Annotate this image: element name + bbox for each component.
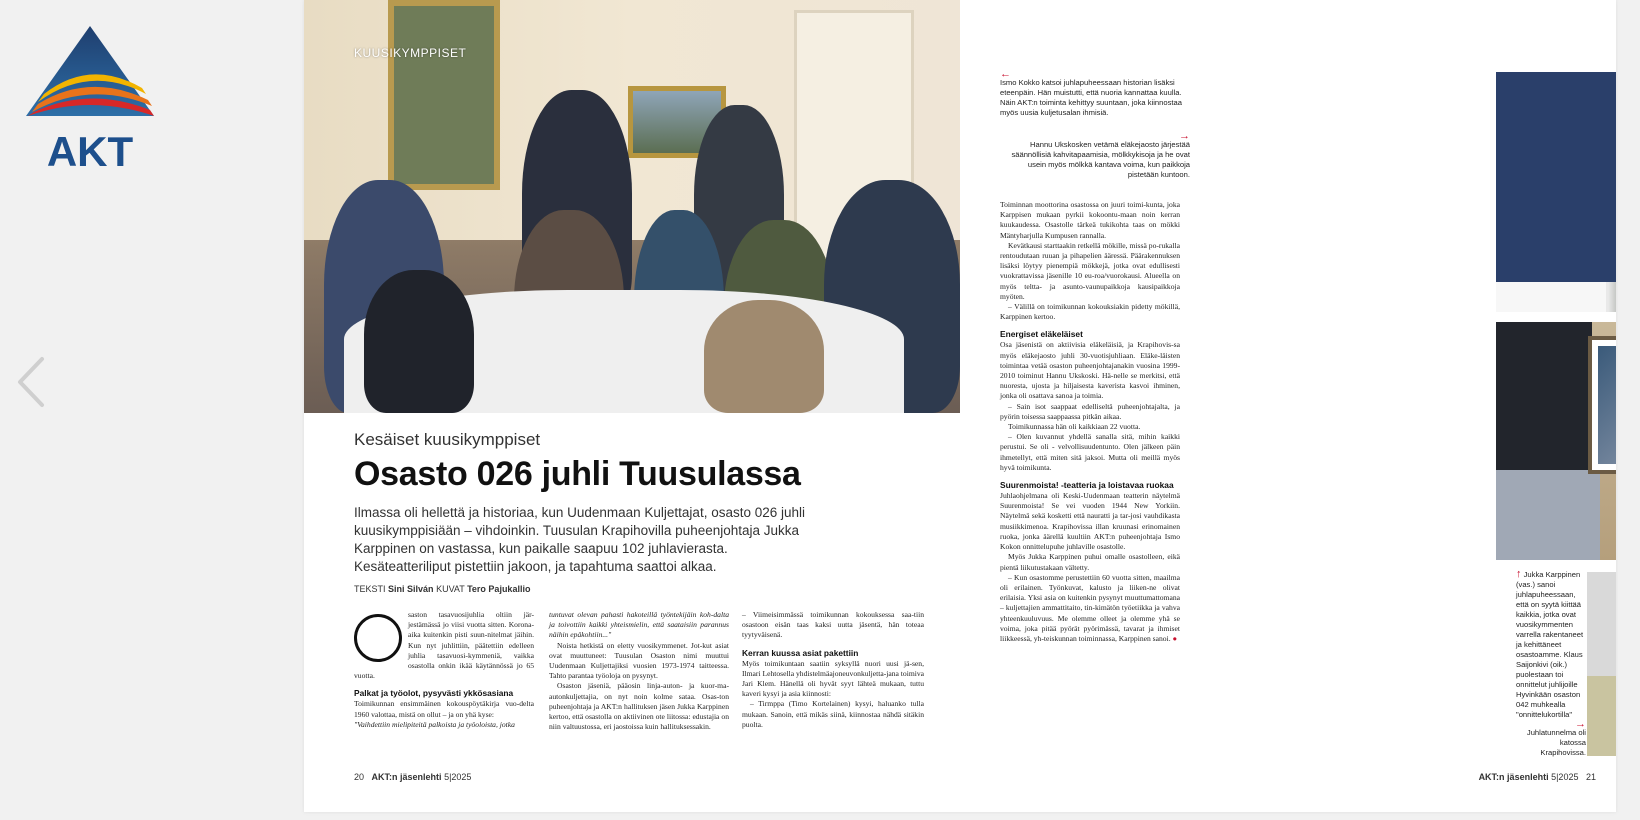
photo-party-guests bbox=[1587, 572, 1616, 756]
magazine-name: AKT:n jäsenlehti bbox=[371, 772, 442, 782]
photo-ismo-kokko bbox=[1496, 72, 1616, 312]
article-title: Osasto 026 juhli Tuusulassa bbox=[354, 455, 801, 493]
photo-caption: → Juhlatunnelma oli katossa Krapihovissa. bbox=[1516, 720, 1586, 758]
magazine-name: AKT:n jäsenlehti bbox=[1478, 772, 1549, 782]
body-subheading: Kerran kuussa asiat pakettiin bbox=[742, 647, 859, 658]
body-paragraph: Toimikunnan ensimmäinen kokouspöytäkirja vuo-delta 1960 valottaa, mistä on ollut – ja on yhä kyse: bbox=[354, 699, 534, 719]
arrow-right-icon: → bbox=[1179, 130, 1190, 142]
body-paragraph: Myös toimikuntaan saatiin syksyllä nuori uusi jä-sen, Ilmari Lehtosella yhdistelmäajoneuvonkuljetta-jana toimiva Jari Klem. Hänellä oli hyvät syyt lähteä mukaan, tuttu kaveri kysyi ja asia kiinnosti: bbox=[742, 658, 924, 699]
arrow-right-icon: → bbox=[1575, 718, 1586, 730]
painting bbox=[388, 0, 500, 190]
previous-page-button[interactable] bbox=[14, 355, 48, 409]
hero-photo bbox=[304, 0, 960, 413]
issue-number: 5|2025 bbox=[1551, 772, 1579, 782]
body-paragraph: – Olen kuvannut yhdellä sanalla sitä, mihin kaikki perustui. Se oli - velvollisuudentunto. Olen jälkeen päin ihmetellyt, että miten sitä jaksoi. Mutta oli meillä myös hyvä toimikunta. bbox=[1000, 432, 1180, 472]
body-paragraph: – Välillä on toimikunnan kokouksiakin pidetty mökillä, Karppinen kertoo. bbox=[1000, 302, 1180, 322]
photo-caption: ← Ismo Kokko katsoi juhlapuheessaan historian lisäksi eteenpäin. Hän muistutti, että nuoria kannattaa kuulla. Näin AKT:n toiminta kehittyy suuntaan, joka kiinnostaa myös uusia kuljetusalan ihmisiä. bbox=[1000, 70, 1190, 118]
section-kicker: KUUSIKYMPPISET bbox=[354, 46, 467, 60]
page-number: 21 bbox=[1585, 772, 1596, 782]
akt-logo-mark bbox=[20, 24, 160, 174]
body-paragraph: saston tasavuosijuhlia oltiin jär-jestämässä jo viisi vuotta sitten. Korona-aika kuitenkin pisti suun-nitelmat jäihin. Kun nyt juhlittiin, päätettiin edelleen juhlia tasavuosi-kymmeniä, vaikka osastolla onkin ikää käytännössä jo 65 vuotta. bbox=[354, 610, 534, 681]
body-paragraph: Toiminnan moottorina osastossa on juuri toimi-kunta, joka Karppisen mukaan pyrkii kokoontu-maan noin kerran kuukaudessa. Osastolle tärkeä tukikohta taas on mökki Mäntyharjulla Kumpusen rannalla. bbox=[1000, 200, 1180, 240]
photo-greeting-card bbox=[1496, 322, 1616, 560]
body-subheading: Suurenmoista! -teatteria ja loistavaa ruokaa bbox=[1000, 480, 1174, 491]
greeting-board bbox=[1588, 336, 1616, 474]
issue-number: 5|2025 bbox=[444, 772, 472, 782]
dropcap bbox=[354, 614, 402, 662]
photo-caption: → Hannu Ukskosken vetämä eläkejaosto järjestää säännöllisiä kahvitapaamisia, mölkkykisoja ja he ovat usein myös mölkkä kantava voima, kun paikkoja pistetään kuntoon. bbox=[1000, 132, 1190, 180]
body-column-3 bbox=[742, 610, 924, 730]
body-paragraph: – Viimeisimmässä toimikunnan kokouksessa saa-tiin osastoon eisän taas kaksi uutta jäsentä, hän toteaa tyytyväisenä. bbox=[742, 610, 924, 640]
body-paragraph: Osa jäsenistä on aktiivisia eläkeläisiä, ja Krapihovis-sa myös eläkejaosto juhli 30-vuotisjuhliaan. Eläke-läisten toimintaa vetää osaston puheenjohtajanakin vuosina 1999-2010 toiminut Hannu Ukskoski. Hä-nelle se merkitsi, että nuoresta, ujosta ja hiljaisesta kaverista kasvoi ihminen, jonka oli osattava sanoa ja toimia. bbox=[1000, 340, 1180, 401]
body-paragraph: Myös Jukka Karppinen puhui omalle osastolleen, eikä pientä liikutustakaan vältetty. bbox=[1000, 552, 1180, 572]
body-column-2 bbox=[549, 610, 729, 732]
body-paragraph: – Sain isot saappaat edelliseltä puheenjohtajalta, ja pyörin toisessa saappaassa pitkän aikaa. bbox=[1000, 401, 1180, 421]
body-paragraph: Toimikunnassa hän oli kaikkiaan 22 vuotta. bbox=[1008, 422, 1141, 432]
akt-logo bbox=[20, 24, 160, 174]
chevron-left-icon bbox=[14, 355, 48, 409]
magazine-spread bbox=[304, 0, 1616, 812]
article-subtitle: Kesäiset kuusikymppiset bbox=[354, 430, 541, 449]
left-page-footer bbox=[354, 772, 471, 782]
right-page bbox=[960, 0, 1616, 812]
logo-text: AKT bbox=[46, 128, 134, 174]
left-page bbox=[304, 0, 960, 812]
article-credits: TEKSTI Sini Silván KUVAT Tero Pajukallio bbox=[354, 584, 531, 594]
body-paragraph: Kevätkausi starttaakin retkellä mökille, missä po-rukalla rentoudutaan ruuan ja pihapelien ääressä. Päärakennuksen lisäksi löytyy pienempiä mökkejä, jotka ovat edullisesti vuokrattavissa jäsenille 10 eu-roa/vuorokausi. Alueella on myös teltta- ja asunto-vaunupaikkoja kausipaikkoja myöten. bbox=[1000, 240, 1180, 301]
arrow-up-icon: ↑ bbox=[1516, 568, 1522, 580]
page-number: 20 bbox=[354, 772, 365, 782]
arrow-left-icon: ← bbox=[1000, 68, 1011, 80]
body-paragraph: Noista hetkistä on eletty vuosikymmenet. Jot-kut asiat ovat muuttuneet: Tuusulan Osaston nimi muuttui Uudenmaan Kuljettajiksi vuosien 1973-1974 taitteessa. Tahto parantaa työoloja on pysynyt. bbox=[549, 640, 729, 681]
body-paragraph: – Kun osastomme perustettiin 60 vuotta sitten, maailma oli erilainen. Työnkuvat, kalusto ja liiken-ne olivat erilaisia. Yksi asia on kuitenkin pysynyt muuttumattomana – kuljettajien ammattitaito, tin-kimätön työetiikka ja vahva yhteenkuuluvuus. Me olemme olleet ja olemme yhä se voima, joka pitää pyörät pyörimässä, tavarat ja ihmiset liikkeessä, yh-teiskunnan toiminnassa, Karppinen sanoi. ● bbox=[1000, 572, 1180, 643]
body-paragraph: Juhlaohjelmana oli Keski-Uudenmaan teatterin näytelmä Suurenmoista! Se vei vuoden 1944 New Yorkiin. Näytelmä sekä kosketti että nauratti ja tar-josi vauhdikasta musiikkimenoa. Krapihovissa illan kruunasi erinomainen ruoka, jonka äärellä kuultiin AKT:n puheenjohtaja Ismo Kokon onnittelupuhe juhlaville osastolle. bbox=[1000, 491, 1180, 552]
article-lead: Ilmassa oli hellettä ja historiaa, kun Uudenmaan Kuljettajat, osasto 026 juhli kuusikymppisiään – vihdoinkin. Tuusulan Krapihovilla puheenjohtaja Jukka Karppinen on vastassa, kun paikalle saapuu 102 juhlavierasta. Kesäteatteriliput pistettiin jakoon, ja tapahtuma saattoi alkaa. bbox=[354, 505, 806, 574]
body-paragraph: – Tirmppa (Timo Kortelainen) kysyi, haluanko tulla mukaan. Sanoin, että mikäs siinä, kiinnostaa nähdä sitäkin puolta. bbox=[742, 699, 924, 729]
body-paragraph: Osaston jäseniä, pääosin linja-auton- ja kuor-ma-autonkuljettajia, on nyt noin kolme sataa. Osas-ton puheenjohtaja ja AKT:n hallituksen jäsen Jukka Karppinen kertoo, että osastolla on aktiivinen ote liitossa: edustajia on niin valtuustossa, eri jaostoissa kuin hallituksessakin. bbox=[549, 681, 729, 732]
photo-caption: ↑ Jukka Karppinen (vas.) sanoi juhlapuheessaan, että on syytä kiittää kaikkia, jotka ovat vuosikymmenten varrella rakentaneet ja kehittäneet osastoamme. Klaus Saijonkivi (oik.) puolestaan toi onnittelut juhlijoille Hyvinkään osaston 042 muhkealla "onnittelukortilla" bbox=[1516, 568, 1584, 719]
end-mark-icon: ● bbox=[1172, 633, 1178, 643]
right-body-column bbox=[1000, 200, 1180, 644]
body-paragraph: "Vaihdettiin mielipiteitä palkoista ja työoloista, jotka bbox=[354, 719, 515, 729]
right-page-footer bbox=[1479, 772, 1596, 782]
body-subheading: Palkat ja työolot, pysyvästi ykkösasiana bbox=[354, 688, 514, 699]
body-column-1 bbox=[354, 610, 534, 730]
body-subheading: Energiset eläkeläiset bbox=[1000, 329, 1083, 340]
body-paragraph: tuntuvat olevan pahasti hakoteillä työntekijäin koh-dalta ja toivottiin kaikki yhteismielin, että saataisiin parannus näihin epäkohtiin..." bbox=[549, 610, 729, 640]
